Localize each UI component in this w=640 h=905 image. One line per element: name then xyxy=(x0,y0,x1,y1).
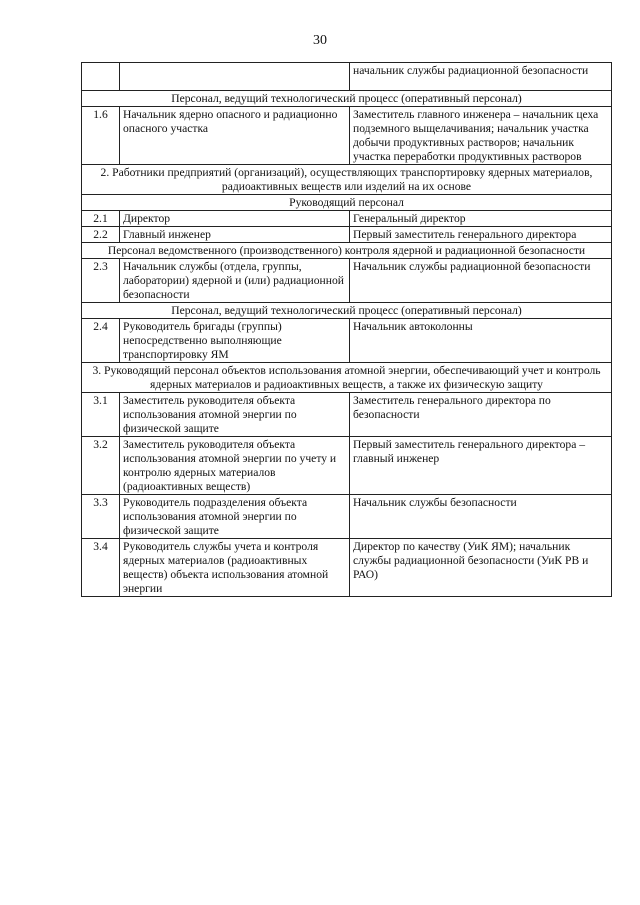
responsible-cell: Первый заместитель генерального директора – главный инженер xyxy=(350,437,612,495)
position-cell: Руководитель службы учета и контроля ядерных материалов (радиоактивных веществ) объекта использования атомной энергии xyxy=(120,539,350,597)
section-header-row xyxy=(82,303,612,319)
personnel-table xyxy=(81,62,612,597)
row-number: 3.1 xyxy=(82,393,120,437)
table-row xyxy=(82,437,612,495)
responsible-cell: Начальник службы безопасности xyxy=(350,495,612,539)
table-row xyxy=(82,63,612,91)
position-cell: Главный инженер xyxy=(120,227,350,243)
page-number: 30 xyxy=(313,33,327,48)
responsible-cell: Заместитель главного инженера – начальник цеха подземного выщелачивания; начальник участка добычи продуктивных растворов; начальник участка переработки продуктивных растворов xyxy=(350,107,612,165)
position-cell: Директор xyxy=(120,211,350,227)
table-row xyxy=(82,495,612,539)
table-row xyxy=(82,107,612,165)
responsible-cell: Заместитель генерального директора по безопасности xyxy=(350,393,612,437)
table-row xyxy=(82,319,612,363)
responsible-cell: начальник службы радиационной безопасности xyxy=(350,63,612,91)
responsible-cell: Директор по качеству (УиК ЯМ); начальник службы радиационной безопасности (УиК РВ и РАО) xyxy=(350,539,612,597)
row-number: 2.1 xyxy=(82,211,120,227)
table-row xyxy=(82,211,612,227)
table-row xyxy=(82,227,612,243)
position-cell xyxy=(120,63,350,91)
section-header-row xyxy=(82,195,612,211)
responsible-cell: Генеральный директор xyxy=(350,211,612,227)
responsible-cell: Начальник автоколонны xyxy=(350,319,612,363)
row-number: 2.3 xyxy=(82,259,120,303)
section-header-row xyxy=(82,91,612,107)
section-header: Руководящий персонал xyxy=(82,195,612,211)
position-cell: Заместитель руководителя объекта использования атомной энергии по учету и контролю ядерных материалов (радиоактивных веществ) xyxy=(120,437,350,495)
responsible-cell: Первый заместитель генерального директора xyxy=(350,227,612,243)
section-header: 2. Работники предприятий (организаций), осуществляющих транспортировку ядерных материалов, радиоактивных веществ или изделий на их основе xyxy=(82,165,612,195)
row-number: 3.3 xyxy=(82,495,120,539)
section-header: Персонал, ведущий технологический процесс (оперативный персонал) xyxy=(82,303,612,319)
section-header-row xyxy=(82,243,612,259)
row-number: 3.4 xyxy=(82,539,120,597)
section-header: Персонал, ведущий технологический процесс (оперативный персонал) xyxy=(82,91,612,107)
responsible-cell: Начальник службы радиационной безопасности xyxy=(350,259,612,303)
table-row xyxy=(82,393,612,437)
row-number: 3.2 xyxy=(82,437,120,495)
position-cell: Начальник ядерно опасного и радиационно опасного участка xyxy=(120,107,350,165)
section-header: 3. Руководящий персонал объектов использования атомной энергии, обеспечивающий учет и контроль ядерных материалов и радиоактивных веществ, а также их физическую защиту xyxy=(82,363,612,393)
section-header-row xyxy=(82,165,612,195)
row-number: 2.4 xyxy=(82,319,120,363)
row-number: 2.2 xyxy=(82,227,120,243)
section-header-row xyxy=(82,363,612,393)
position-cell: Руководитель бригады (группы) непосредственно выполняющие транспортировку ЯМ xyxy=(120,319,350,363)
position-cell: Начальник службы (отдела, группы, лаборатории) ядерной и (или) радиационной безопасности xyxy=(120,259,350,303)
row-number xyxy=(82,63,120,91)
position-cell: Руководитель подразделения объекта использования атомной энергии по физической защите xyxy=(120,495,350,539)
table-row xyxy=(82,539,612,597)
row-number: 1.6 xyxy=(82,107,120,165)
table-row xyxy=(82,259,612,303)
position-cell: Заместитель руководителя объекта использования атомной энергии по физической защите xyxy=(120,393,350,437)
section-header: Персонал ведомственного (производственного) контроля ядерной и радиационной безопасности xyxy=(82,243,612,259)
